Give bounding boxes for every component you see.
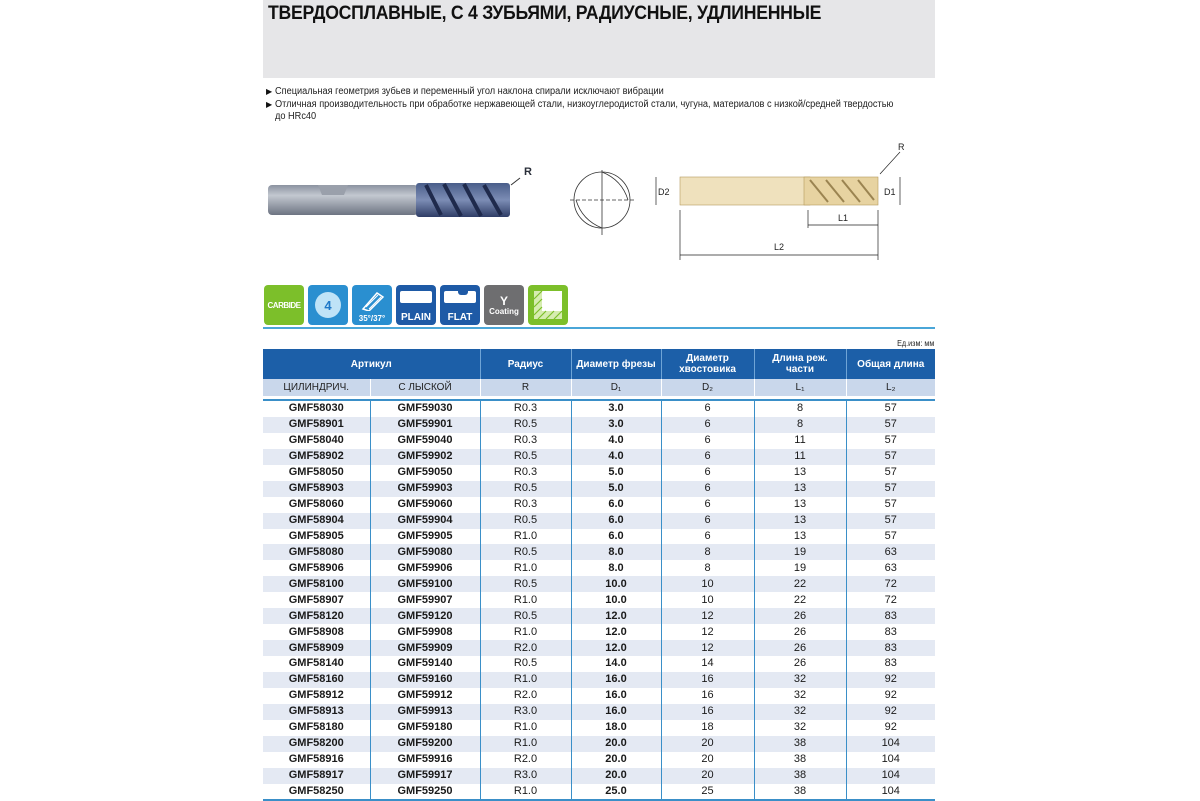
endmill-photo [266,165,536,225]
cell-radius: R1.0 [480,720,571,736]
cell-article-flat: GMF59906 [370,560,480,576]
cell-d2: 6 [661,497,754,513]
cell-l1: 22 [754,576,846,592]
cell-d1: 3.0 [571,417,661,433]
application-badge [528,285,568,325]
cell-article-flat: GMF59180 [370,720,480,736]
cell-radius: R1.0 [480,592,571,608]
cell-radius: R1.0 [480,672,571,688]
cell-article-cylindrical: GMF58180 [263,720,370,736]
cell-d1: 16.0 [571,672,661,688]
cell-article-flat: GMF59200 [370,736,480,752]
cell-d2: 10 [661,592,754,608]
table-row [263,465,935,481]
header-overall-length: Общая длина [846,349,935,379]
table-row [263,736,935,752]
cell-l1: 32 [754,688,846,704]
cell-article-cylindrical: GMF58905 [263,529,370,545]
cell-d2: 6 [661,465,754,481]
cell-l2: 83 [846,624,935,640]
cell-article-cylindrical: GMF58030 [263,400,370,417]
cell-article-cylindrical: GMF58906 [263,560,370,576]
cell-l2: 92 [846,672,935,688]
cell-article-flat: GMF59913 [370,704,480,720]
cell-article-cylindrical: GMF58903 [263,481,370,497]
table-row [263,576,935,592]
cell-d2: 12 [661,624,754,640]
cell-article-flat: GMF59080 [370,544,480,560]
d2-label: D2 [658,187,670,197]
cell-l2: 104 [846,768,935,784]
cell-radius: R1.0 [480,736,571,752]
feature-badges [264,285,568,325]
table-row [263,433,935,449]
cell-d2: 16 [661,672,754,688]
cell-article-flat: GMF59904 [370,513,480,529]
cell-article-cylindrical: GMF58060 [263,497,370,513]
cell-l2: 104 [846,784,935,801]
cell-radius: R3.0 [480,768,571,784]
cell-radius: R1.0 [480,560,571,576]
cell-article-cylindrical: GMF58912 [263,688,370,704]
cell-radius: R1.0 [480,624,571,640]
cell-l2: 57 [846,465,935,481]
cell-d2: 6 [661,433,754,449]
subheader-d2: D₂ [661,379,754,396]
cell-article-flat: GMF59917 [370,768,480,784]
cell-article-flat: GMF59100 [370,576,480,592]
cell-radius: R0.5 [480,513,571,529]
cell-d2: 14 [661,656,754,672]
cell-radius: R0.5 [480,544,571,560]
cell-l1: 26 [754,624,846,640]
cell-d2: 16 [661,704,754,720]
header-shank-diameter: Диаметр хвостовика [661,349,754,379]
cell-article-cylindrical: GMF58902 [263,449,370,465]
feature-item: ▶ Отличная производительность при обработке нержавеющей стали, низкоуглеродистой стали, чугуна, материалов с низкой/средней твердостью до HRc40 [266,98,894,122]
flutes-badge [308,285,348,325]
cell-article-flat: GMF59160 [370,672,480,688]
bullet-triangle-icon: ▶ [266,99,273,109]
cell-radius: R0.3 [480,400,571,417]
cell-d1: 20.0 [571,736,661,752]
cell-d1: 4.0 [571,433,661,449]
cell-radius: R0.5 [480,417,571,433]
cell-d2: 18 [661,720,754,736]
cell-l1: 38 [754,752,846,768]
cell-article-flat: GMF59916 [370,752,480,768]
plain-shank-icon [400,291,432,303]
feature-item: ▶ Специальная геометрия зубьев и переменный угол наклона спирали исключают вибрации [266,86,664,97]
cell-l1: 13 [754,481,846,497]
cell-d2: 6 [661,529,754,545]
cell-article-cylindrical: GMF58913 [263,704,370,720]
cell-l2: 63 [846,560,935,576]
table-row [263,608,935,624]
cell-article-cylindrical: GMF58909 [263,640,370,656]
cell-d1: 20.0 [571,752,661,768]
schematic-shank [680,177,810,205]
cell-l1: 13 [754,513,846,529]
cell-article-flat: GMF59060 [370,497,480,513]
cell-d2: 6 [661,449,754,465]
cell-radius: R1.0 [480,784,571,801]
cell-article-cylindrical: GMF58907 [263,592,370,608]
cell-article-cylindrical: GMF58100 [263,576,370,592]
cell-article-flat: GMF59250 [370,784,480,801]
table-row [263,417,935,433]
d1-label: D1 [884,187,896,197]
cell-d1: 16.0 [571,704,661,720]
subheader-l1: L₁ [754,379,846,396]
cell-d1: 6.0 [571,497,661,513]
cell-article-cylindrical: GMF58200 [263,736,370,752]
cell-d2: 25 [661,784,754,801]
cell-l2: 72 [846,576,935,592]
cell-d1: 10.0 [571,576,661,592]
cell-article-flat: GMF59901 [370,417,480,433]
cell-article-cylindrical: GMF58904 [263,513,370,529]
cell-l2: 92 [846,720,935,736]
cell-l2: 104 [846,752,935,768]
flat-shank-badge: FLAT [440,285,480,325]
table-row [263,544,935,560]
cell-radius: R0.3 [480,497,571,513]
cell-article-cylindrical: GMF58250 [263,784,370,801]
cell-l2: 92 [846,688,935,704]
cell-d2: 16 [661,688,754,704]
cell-l2: 63 [846,544,935,560]
cell-l2: 57 [846,449,935,465]
cell-l1: 22 [754,592,846,608]
cell-radius: R2.0 [480,640,571,656]
cell-l2: 57 [846,400,935,417]
cell-d2: 20 [661,768,754,784]
flute-count-icon: 4 [315,292,341,318]
subheader-d1: D₁ [571,379,661,396]
subheader-l2: L₂ [846,379,935,396]
schematic-radius-label: R [898,142,905,152]
table-row [263,720,935,736]
cell-d1: 4.0 [571,449,661,465]
cell-l1: 13 [754,465,846,481]
cell-radius: R2.0 [480,688,571,704]
cell-d2: 8 [661,544,754,560]
header-cutter-diameter: Диаметр фрезы [571,349,661,379]
feature-list [266,86,955,124]
cell-radius: R0.5 [480,449,571,465]
cell-article-flat: GMF59905 [370,529,480,545]
cell-l2: 57 [846,433,935,449]
cell-l1: 38 [754,768,846,784]
l2-label: L2 [774,242,785,252]
cell-l1: 8 [754,417,846,433]
cell-d1: 6.0 [571,513,661,529]
cell-d2: 6 [661,513,754,529]
carbide-badge: CARBIDE [264,285,304,325]
cell-article-cylindrical: GMF58908 [263,624,370,640]
cell-l2: 83 [846,656,935,672]
header-article: Артикул [263,349,480,379]
subheader-r: R [480,379,571,396]
cell-l2: 57 [846,481,935,497]
cell-d1: 8.0 [571,560,661,576]
cell-d1: 18.0 [571,720,661,736]
table-row [263,640,935,656]
cell-article-flat: GMF59030 [370,400,480,417]
cell-l1: 13 [754,497,846,513]
header-radius: Радиус [480,349,571,379]
table-row [263,768,935,784]
cell-d1: 12.0 [571,624,661,640]
cell-article-flat: GMF59909 [370,640,480,656]
cell-article-flat: GMF59050 [370,465,480,481]
cell-article-flat: GMF59120 [370,608,480,624]
cell-l1: 26 [754,640,846,656]
subheader-cylindrical: ЦИЛИНДРИЧ. [263,379,370,396]
cross-section-drawing [570,170,634,235]
table-row [263,656,935,672]
cell-radius: R1.0 [480,529,571,545]
cell-d2: 6 [661,417,754,433]
plain-shank-badge: PLAIN [396,285,436,325]
table-header-row [263,349,935,379]
cell-article-cylindrical: GMF58080 [263,544,370,560]
cell-radius: R0.3 [480,433,571,449]
cell-d1: 14.0 [571,656,661,672]
table-row [263,688,935,704]
cell-l2: 104 [846,736,935,752]
table-row [263,672,935,688]
cell-d1: 8.0 [571,544,661,560]
cell-l1: 38 [754,736,846,752]
table-subheader-row [263,379,935,396]
cell-l2: 83 [846,640,935,656]
cell-article-cylindrical: GMF58050 [263,465,370,481]
cell-l2: 57 [846,417,935,433]
cell-d2: 12 [661,640,754,656]
cell-d2: 6 [661,400,754,417]
spec-table [263,349,935,801]
cell-radius: R0.5 [480,576,571,592]
section-divider [263,327,935,329]
cell-radius: R0.5 [480,481,571,497]
table-row [263,592,935,608]
cell-article-cylindrical: GMF58901 [263,417,370,433]
table-row [263,497,935,513]
coating-badge: Y Coating [484,285,524,325]
cell-l1: 19 [754,544,846,560]
table-row [263,449,935,465]
cell-l1: 32 [754,672,846,688]
cell-d2: 8 [661,560,754,576]
subheader-flat: С ЛЫСКОЙ [370,379,480,396]
table-row [263,560,935,576]
cell-d2: 12 [661,608,754,624]
cell-article-cylindrical: GMF58917 [263,768,370,784]
cell-d2: 20 [661,736,754,752]
cell-d1: 10.0 [571,592,661,608]
cell-l1: 32 [754,704,846,720]
cell-d1: 20.0 [571,768,661,784]
table-row [263,704,935,720]
cell-l1: 11 [754,449,846,465]
cell-l1: 13 [754,529,846,545]
table-row [263,529,935,545]
helix-icon [359,289,385,311]
table-row [263,752,935,768]
cell-l1: 38 [754,784,846,801]
cell-l2: 57 [846,529,935,545]
table-row [263,624,935,640]
cell-article-flat: GMF59903 [370,481,480,497]
page-title: ТВЕРДОСПЛАВНЫЕ, С 4 ЗУБЬЯМИ, РАДИУСНЫЕ, УДЛИНЕННЫЕ [268,3,822,24]
cell-l1: 8 [754,400,846,417]
cell-article-cylindrical: GMF58120 [263,608,370,624]
helix-angle-badge: 35°/37° [352,285,392,325]
cell-l1: 32 [754,720,846,736]
shoulder-milling-icon [532,289,564,321]
cell-l1: 26 [754,608,846,624]
cell-d1: 3.0 [571,400,661,417]
cell-radius: R0.5 [480,656,571,672]
cell-article-flat: GMF59908 [370,624,480,640]
l1-label: L1 [838,213,849,223]
cell-d1: 6.0 [571,529,661,545]
cell-article-cylindrical: GMF58916 [263,752,370,768]
cell-article-flat: GMF59902 [370,449,480,465]
bullet-triangle-icon: ▶ [266,87,273,96]
cell-article-flat: GMF59912 [370,688,480,704]
table-row [263,784,935,801]
cell-article-cylindrical: GMF58140 [263,656,370,672]
radius-label: R [524,166,532,178]
cell-d2: 20 [661,752,754,768]
cell-article-cylindrical: GMF58040 [263,433,370,449]
cell-radius: R3.0 [480,704,571,720]
flat-shank-icon [444,291,476,303]
cell-l1: 19 [754,560,846,576]
cell-article-cylindrical: GMF58160 [263,672,370,688]
cell-l2: 83 [846,608,935,624]
table-body [263,400,935,800]
cell-radius: R2.0 [480,752,571,768]
cell-radius: R0.5 [480,608,571,624]
cell-radius: R0.3 [480,465,571,481]
cell-l2: 57 [846,513,935,529]
cell-d1: 12.0 [571,608,661,624]
table-row [263,481,935,497]
cell-article-flat: GMF59040 [370,433,480,449]
cell-article-flat: GMF59140 [370,656,480,672]
cell-l1: 26 [754,656,846,672]
cell-article-flat: GMF59907 [370,592,480,608]
table-row [263,400,935,417]
cell-d1: 5.0 [571,481,661,497]
units-note: Ед.изм: мм [896,339,934,348]
cell-d1: 12.0 [571,640,661,656]
flute-shape [416,183,510,217]
cell-d2: 10 [661,576,754,592]
cell-l1: 11 [754,433,846,449]
cell-l2: 72 [846,592,935,608]
cell-d1: 16.0 [571,688,661,704]
header-cutting-length: Длина реж. части [754,349,846,379]
endmill-schematic [560,140,920,270]
cell-d1: 25.0 [571,784,661,801]
table-row [263,513,935,529]
cell-d2: 6 [661,481,754,497]
cell-d1: 5.0 [571,465,661,481]
cell-l2: 57 [846,497,935,513]
cell-l2: 92 [846,704,935,720]
